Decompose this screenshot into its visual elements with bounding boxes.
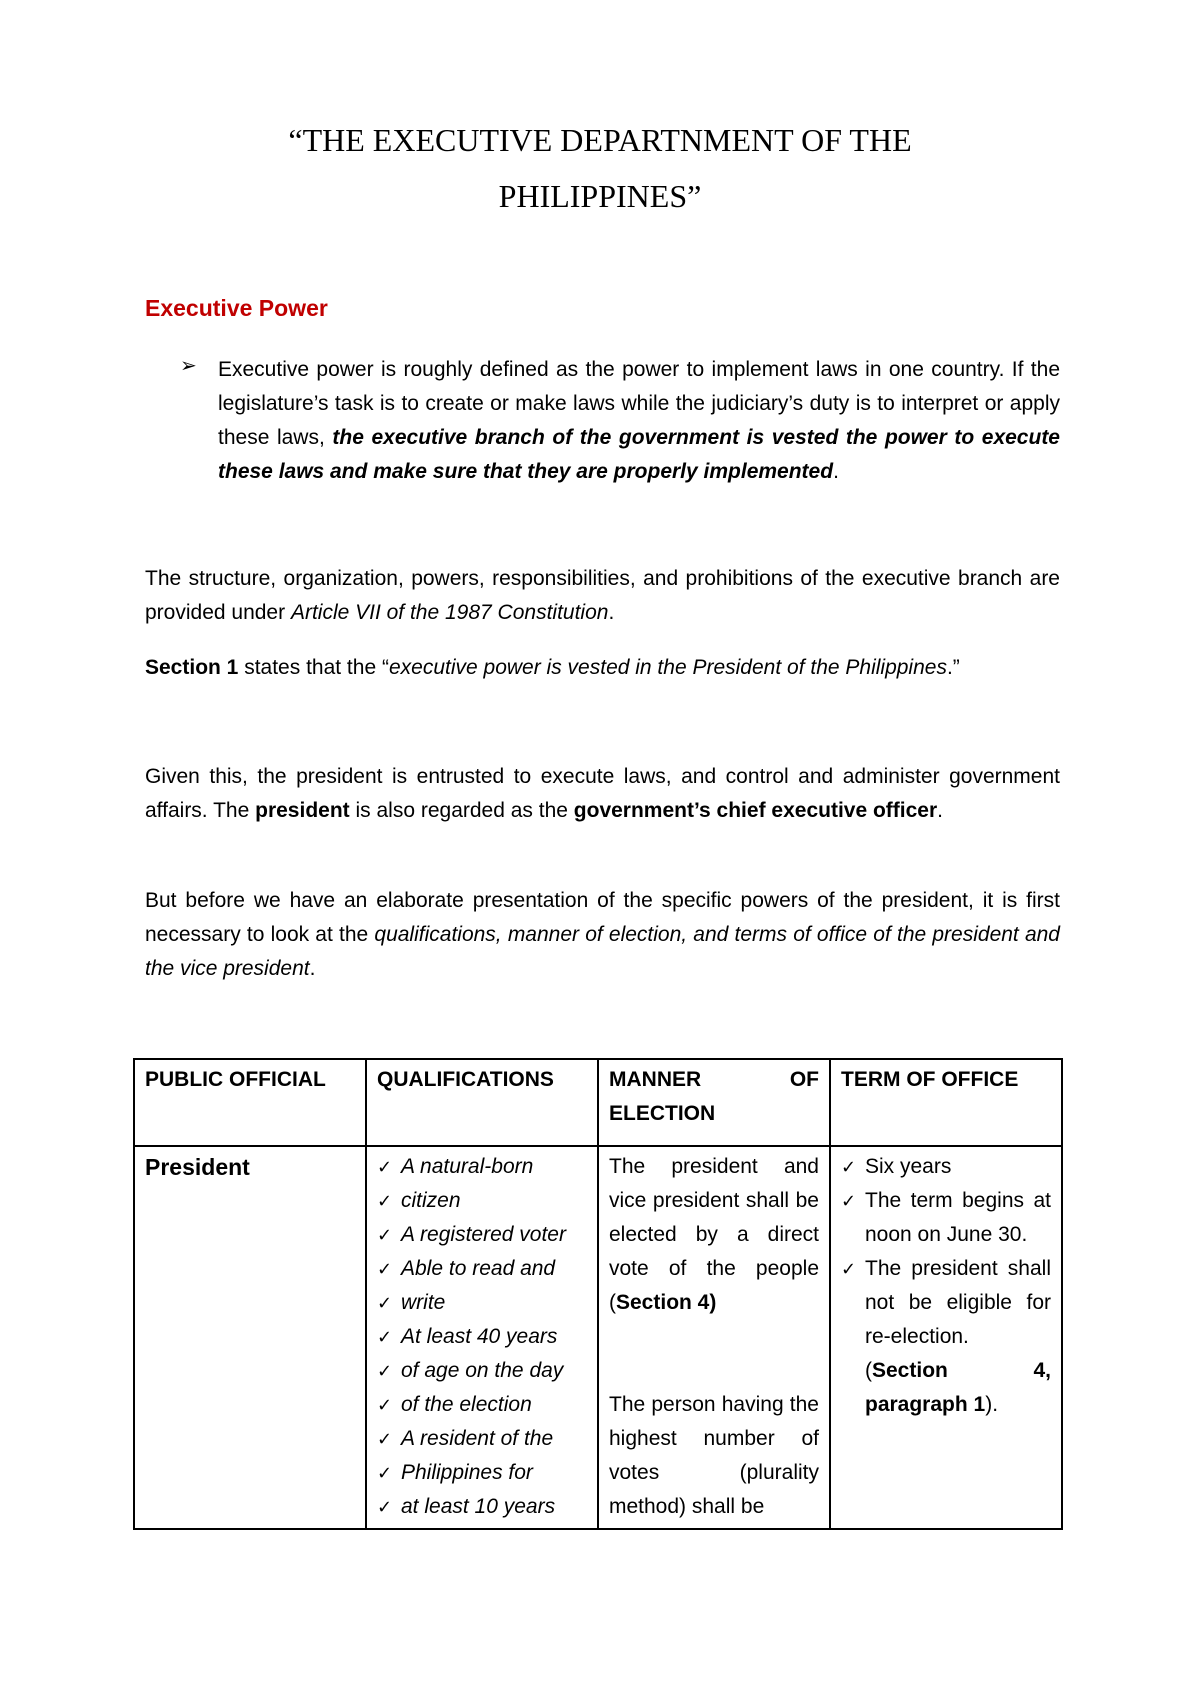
title-line-2: PHILIPPINES” — [498, 178, 702, 214]
para4-end: . — [309, 957, 316, 980]
bullet-end: . — [833, 460, 839, 483]
list-item — [841, 1252, 1051, 1422]
election-paragraph-2: The person having the highest number of votes (plurality method) shall be — [609, 1393, 819, 1518]
qualification-text: write — [401, 1291, 446, 1314]
header-manner-of-election: MANNER OF ELECTION — [598, 1059, 830, 1146]
list-item — [377, 1252, 587, 1286]
election-text-1: The president and vice president shall be elected by a direct vote of the people ( — [609, 1155, 819, 1314]
paragraph-given-this — [145, 760, 1060, 828]
check-icon: ✓ — [841, 1191, 857, 1211]
qualification-text: A natural-born — [401, 1155, 534, 1178]
para1-text: The structure, organization, powers, responsibilities, and prohibitions of the executive branch are provided under — [145, 567, 1060, 624]
list-item — [377, 1388, 587, 1422]
election-bold-1: Section 4) — [616, 1291, 717, 1314]
list-item — [377, 1286, 587, 1320]
para1-end: . — [608, 601, 615, 624]
qualification-text: A resident of the — [401, 1427, 554, 1450]
para2-italic: executive power is vested in the President of the Philippines — [388, 656, 947, 679]
table-header-row — [134, 1059, 1062, 1146]
para3-end: . — [937, 799, 943, 822]
list-item — [377, 1320, 587, 1354]
header-term-of-office: TERM OF OFFICE — [830, 1059, 1062, 1146]
header-public-official: PUBLIC OFFICIAL — [134, 1059, 366, 1146]
paragraph-section-1 — [145, 651, 1060, 685]
qualification-text: A registered voter — [401, 1223, 566, 1246]
para3-text-1: Given this, the president is entrusted to execute laws, and control and administer government affairs. The — [145, 765, 1060, 822]
qualifications-table — [133, 1058, 1063, 1530]
term-text-3: The president shall not be eligible for re-election. ( — [865, 1257, 1051, 1382]
qualification-text: at least 10 years — [401, 1495, 556, 1518]
list-item — [841, 1184, 1051, 1252]
para3-text-2: is also regarded as the — [349, 799, 574, 822]
qualification-text: Able to read and — [401, 1257, 556, 1280]
list-item — [377, 1456, 587, 1490]
check-icon: ✓ — [377, 1191, 393, 1211]
para3-bold-2: government’s chief executive officer — [573, 799, 938, 822]
check-icon: ✓ — [377, 1225, 393, 1245]
check-icon: ✓ — [841, 1259, 857, 1279]
para2-bold: Section 1 — [145, 656, 239, 679]
term-bold-3: Section 4, paragraph 1 — [865, 1359, 1051, 1416]
check-icon: ✓ — [377, 1361, 393, 1381]
bullet-text — [218, 353, 1060, 489]
bullet-item — [180, 353, 1060, 489]
section-heading-executive-power: Executive Power — [145, 295, 328, 321]
cell-qualifications — [366, 1146, 598, 1529]
check-icon: ✓ — [377, 1327, 393, 1347]
title-line-1: “THE EXECUTIVE DEPARTNMENT OF THE — [288, 122, 912, 158]
cell-term-of-office — [830, 1146, 1062, 1529]
list-item — [377, 1490, 587, 1524]
qualification-text: Philippines for — [401, 1461, 533, 1484]
check-icon: ✓ — [377, 1395, 393, 1415]
list-item — [377, 1218, 587, 1252]
check-icon: ✓ — [377, 1463, 393, 1483]
election-paragraph-1 — [609, 1150, 819, 1320]
check-icon: ✓ — [377, 1157, 393, 1177]
qualifications-list — [377, 1150, 587, 1524]
document-title — [150, 112, 1050, 224]
bullet-emphasis-text: the executive branch of the government is vested the power to execute these laws and make sure that they are properly implemented — [218, 426, 1060, 483]
qualification-text: of age on the day — [401, 1359, 564, 1382]
list-item — [377, 1354, 587, 1388]
check-icon: ✓ — [377, 1259, 393, 1279]
header-qualifications: QUALIFICATIONS — [366, 1059, 598, 1146]
qualification-text: citizen — [401, 1189, 461, 1212]
check-icon: ✓ — [377, 1293, 393, 1313]
para1-italic: Article VII of the 1987 Constitution — [290, 601, 609, 624]
cell-manner-of-election — [598, 1146, 830, 1529]
arrow-bullet-icon: ➢ — [180, 355, 197, 377]
term-end-3: ). — [985, 1393, 999, 1416]
list-item — [377, 1422, 587, 1456]
qualification-text: of the election — [401, 1393, 532, 1416]
list-item — [841, 1150, 1051, 1184]
para4-text: But before we have an elaborate presentation of the specific powers of the president, it is first necessary to look at the — [145, 889, 1060, 946]
list-item — [377, 1184, 587, 1218]
para2-end: .” — [946, 656, 960, 679]
qualification-text: At least 40 years — [401, 1325, 558, 1348]
paragraph-structure — [145, 562, 1060, 630]
check-icon: ✓ — [377, 1429, 393, 1449]
para3-bold-1: president — [255, 799, 350, 822]
bullet-plain-text: Executive power is roughly defined as the power to implement laws in one country. If the legislature’s task is to create or make laws while the judiciary’s duty is to interpret or apply these laws, — [218, 358, 1060, 449]
table-row — [134, 1146, 1062, 1529]
check-icon: ✓ — [377, 1497, 393, 1517]
term-text-2: The term begins at noon on June 30. — [865, 1189, 1051, 1246]
para4-italic: qualifications, manner of election, and terms of office of the president and the vice president — [145, 923, 1060, 980]
official-name: President — [145, 1154, 250, 1180]
paragraph-before-presentation — [145, 884, 1060, 986]
list-item — [377, 1150, 587, 1184]
check-icon: ✓ — [841, 1157, 857, 1177]
cell-official — [134, 1146, 366, 1529]
para2-text: states that the “ — [238, 656, 389, 679]
term-list — [841, 1150, 1051, 1422]
term-text-1: Six years — [865, 1155, 952, 1178]
